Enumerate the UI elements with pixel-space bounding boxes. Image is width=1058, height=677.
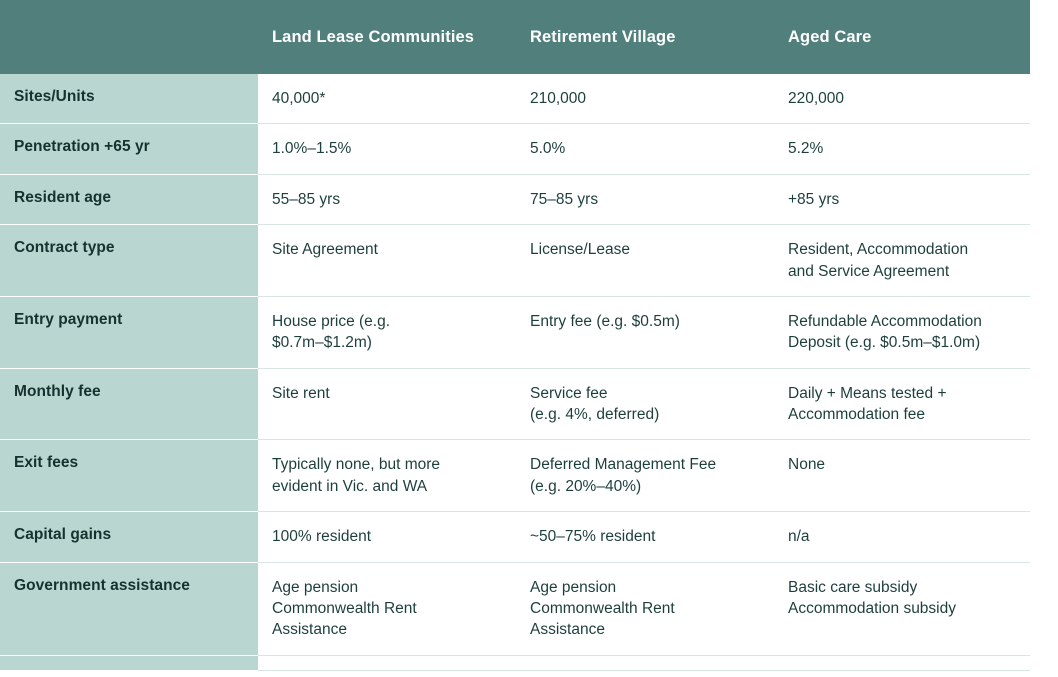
- cell-resident-age-land-lease: [258, 174, 516, 224]
- table-row: [0, 74, 1030, 124]
- cell-line: Assistance: [272, 621, 347, 639]
- cell-government-assistance-land-lease: [258, 562, 516, 655]
- row-label-entry-payment: Entry payment: [0, 296, 258, 368]
- cell-penetration-retirement: [516, 124, 774, 174]
- cell-line: Age pension: [272, 578, 359, 596]
- table-body: [0, 74, 1030, 670]
- table-row: [0, 174, 1030, 224]
- cell-exit-fees-land-lease: [258, 440, 516, 512]
- cell-monthly-fee-retirement: [516, 368, 774, 440]
- cell-exit-fees-retirement: [516, 440, 774, 512]
- cell-penetration-land-lease: [258, 124, 516, 174]
- column-header-land-lease-communities: Land Lease Communities: [258, 0, 516, 74]
- cell-entry-payment-land-lease: [258, 296, 516, 368]
- cell-penetration-aged-care: [774, 124, 1030, 174]
- cell-line: License/Lease: [530, 241, 630, 259]
- cell-line: Age pension: [530, 578, 617, 596]
- row-label-capital-gains: Capital gains: [0, 512, 258, 562]
- cell-monthly-fee-aged-care: [774, 368, 1030, 440]
- row-label-sites-units: Sites/Units: [0, 74, 258, 124]
- cell-line: Refundable Accommodation: [788, 312, 982, 330]
- cell-contract-type-retirement: [516, 225, 774, 297]
- cell-sites-units-retirement: [516, 74, 774, 124]
- cell-line: 75–85 yrs: [530, 190, 599, 208]
- cell-line: None: [788, 456, 826, 474]
- cell-line: 1.0%–1.5%: [272, 140, 352, 158]
- cell-line: Site Agreement: [272, 241, 378, 259]
- table-header: [0, 0, 1030, 74]
- cell-line: Basic care subsidy: [788, 578, 918, 596]
- cell-line: Typically none, but more: [272, 456, 441, 474]
- cell-line: Accommodation fee: [788, 406, 925, 423]
- cell-capital-gains-retirement: [516, 512, 774, 562]
- cell-line: Daily + Means tested +: [788, 384, 947, 402]
- column-header-aged-care: Aged Care: [774, 0, 1030, 74]
- cell-spacer: [774, 655, 1030, 670]
- table-bottom-spacer: [0, 655, 1030, 670]
- table-row: [0, 225, 1030, 297]
- table-header-row: [0, 0, 1030, 74]
- row-label-penetration: Penetration +65 yr: [0, 124, 258, 174]
- cell-monthly-fee-land-lease: [258, 368, 516, 440]
- cell-line: Entry fee (e.g. $0.5m): [530, 312, 680, 330]
- row-label-monthly-fee: Monthly fee: [0, 368, 258, 440]
- cell-line: Deferred Management Fee: [530, 456, 717, 474]
- table-row: [0, 368, 1030, 440]
- cell-sites-units-aged-care: [774, 74, 1030, 124]
- cell-line: Site rent: [272, 384, 330, 402]
- cell-line: 40,000*: [272, 90, 326, 107]
- cell-line: (e.g. 4%, deferred): [530, 406, 660, 423]
- cell-line: Deposit (e.g. $0.5m–$1.0m): [788, 334, 981, 352]
- cell-line: evident in Vic. and WA: [272, 477, 428, 495]
- cell-line: 5.2%: [788, 140, 824, 158]
- cell-line: Resident, Accommodation: [788, 241, 969, 259]
- column-header-retirement-village: Retirement Village: [516, 0, 774, 74]
- cell-line: 55–85 yrs: [272, 190, 341, 208]
- cell-spacer: [516, 655, 774, 670]
- cell-line: Commonwealth Rent: [530, 599, 675, 617]
- cell-resident-age-retirement: [516, 174, 774, 224]
- cell-line: $0.7m–$1.2m): [272, 334, 372, 352]
- cell-line: 220,000: [788, 90, 845, 107]
- cell-entry-payment-retirement: [516, 296, 774, 368]
- row-label-spacer: [0, 655, 258, 670]
- cell-capital-gains-land-lease: [258, 512, 516, 562]
- table-row: [0, 296, 1030, 368]
- row-label-exit-fees: Exit fees: [0, 440, 258, 512]
- row-label-government-assistance: Government assistance: [0, 562, 258, 655]
- cell-resident-age-aged-care: [774, 174, 1030, 224]
- cell-line: House price (e.g.: [272, 312, 391, 330]
- cell-capital-gains-aged-care: [774, 512, 1030, 562]
- cell-line: Assistance: [530, 621, 605, 639]
- cell-line: and Service Agreement: [788, 262, 950, 280]
- row-label-contract-type: Contract type: [0, 225, 258, 297]
- cell-line: 5.0%: [530, 140, 566, 158]
- cell-line: ~50–75% resident: [530, 528, 656, 546]
- cell-line: +85 yrs: [788, 190, 840, 208]
- cell-spacer: [258, 655, 516, 670]
- cell-line: Commonwealth Rent: [272, 599, 417, 617]
- cell-government-assistance-retirement: [516, 562, 774, 655]
- cell-line: Accommodation subsidy: [788, 599, 956, 617]
- cell-line: n/a: [788, 528, 810, 546]
- cell-government-assistance-aged-care: [774, 562, 1030, 655]
- cell-line: 210,000: [530, 90, 587, 107]
- table-row: [0, 440, 1030, 512]
- table-row: [0, 124, 1030, 174]
- cell-entry-payment-aged-care: [774, 296, 1030, 368]
- cell-line: 100% resident: [272, 528, 372, 546]
- table-row: [0, 512, 1030, 562]
- cell-exit-fees-aged-care: [774, 440, 1030, 512]
- table-corner-cell: [0, 0, 258, 74]
- cell-contract-type-land-lease: [258, 225, 516, 297]
- row-label-resident-age: Resident age: [0, 174, 258, 224]
- cell-sites-units-land-lease: [258, 74, 516, 124]
- cell-contract-type-aged-care: [774, 225, 1030, 297]
- table-row: [0, 562, 1030, 655]
- cell-line: (e.g. 20%–40%): [530, 477, 642, 495]
- cell-line: Service fee: [530, 384, 608, 402]
